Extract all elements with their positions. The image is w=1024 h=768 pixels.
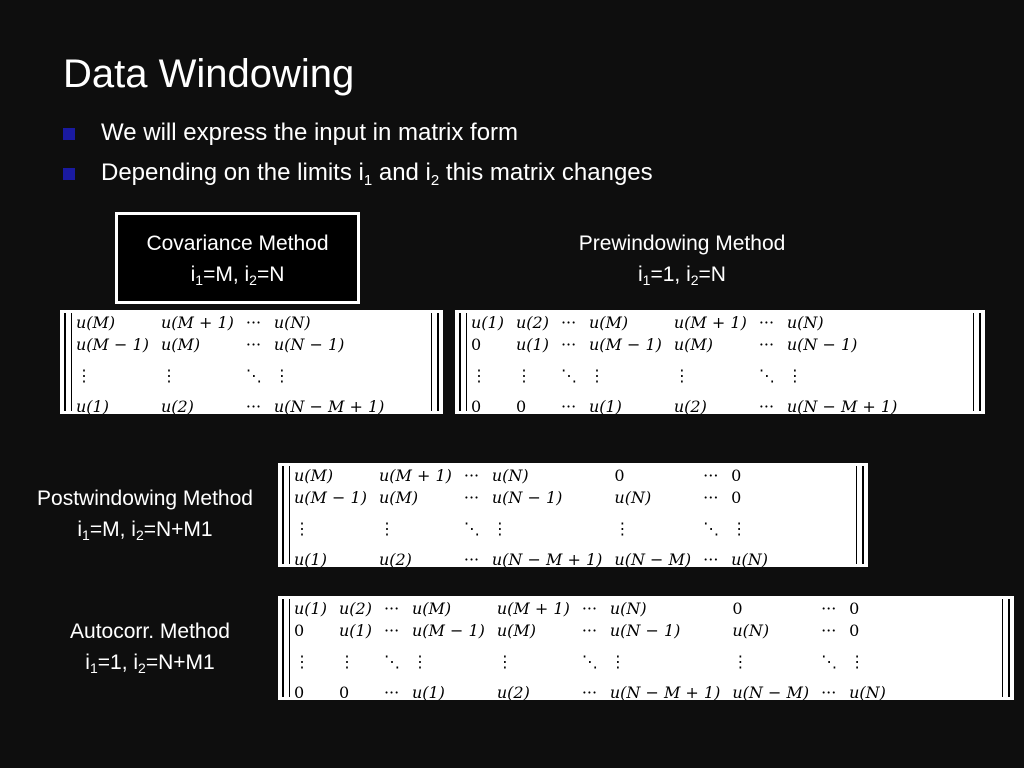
matrix-cell: ··· <box>703 487 719 507</box>
matrix-cell: ⋱ <box>703 518 720 538</box>
postwindowing-matrix <box>278 463 868 567</box>
matrix-cell: u(M) <box>294 465 334 485</box>
matrix-row <box>294 597 898 619</box>
matrix-cell: ⋮ <box>338 651 355 671</box>
matrix-cell: u(M) <box>378 487 419 507</box>
slide-title: Data Windowing <box>63 52 355 96</box>
prewindowing-matrix <box>455 310 985 414</box>
matrix-cell: ··· <box>245 334 262 354</box>
matrix-row <box>294 681 898 703</box>
matrix-table <box>294 597 898 703</box>
square-bullet-icon <box>63 168 75 180</box>
matrix-cell: u(M + 1) <box>378 465 452 485</box>
matrix-cell: u(M − 1) <box>76 334 149 354</box>
prewindowing-label <box>552 228 812 290</box>
matrix-cell: ⋮ <box>614 518 631 538</box>
matrix-cell: u(M) <box>588 312 629 332</box>
covariance-label <box>115 212 360 304</box>
matrix-cell: ⋮ <box>491 518 508 538</box>
matrix-cell: ··· <box>560 396 577 416</box>
matrix-cell: ··· <box>383 682 400 702</box>
matrix-cell: ··· <box>703 549 719 569</box>
matrix-cell: u(N) <box>849 682 886 702</box>
matrix-cell: u(M) <box>411 598 452 618</box>
matrix-cell: u(1) <box>76 396 109 416</box>
matrix-row <box>76 311 396 333</box>
matrix-cell: u(N − M) <box>732 682 810 702</box>
matrix-cell: ⋮ <box>294 651 310 671</box>
matrix-cell: u(N − 1) <box>786 334 858 354</box>
method-name: Postwindowing Method <box>37 487 253 510</box>
matrix-cell: 0 <box>515 396 527 416</box>
bullet-item <box>63 157 653 197</box>
matrix-cell: u(2) <box>160 396 194 416</box>
matrix-cell: ⋮ <box>786 365 803 385</box>
matrix-row <box>294 641 898 681</box>
right-bracket <box>856 466 864 564</box>
method-limits: $i_1=1$, $i_2=N$ <box>638 263 726 288</box>
matrix-cell: ⋮ <box>160 365 177 385</box>
matrix-cell: u(N) <box>786 312 824 332</box>
method-limits: $i_1=1$, $i_2=N+M1$ <box>85 651 215 676</box>
matrix-cell: u(1) <box>294 598 327 618</box>
matrix-cell: ⋮ <box>673 365 690 385</box>
matrix-cell: u(1) <box>294 549 327 569</box>
matrix-cell: ⋱ <box>758 365 775 385</box>
matrix-cell: u(2) <box>378 549 412 569</box>
matrix-table <box>76 311 396 417</box>
matrix-cell: u(1) <box>471 312 504 332</box>
matrix-cell: 0 <box>849 598 860 618</box>
matrix-cell: ··· <box>245 396 262 416</box>
matrix-cell: u(2) <box>496 682 530 702</box>
autocorr-label <box>30 616 270 678</box>
matrix-row <box>294 548 780 570</box>
left-bracket <box>282 599 290 697</box>
matrix-cell: u(1) <box>515 334 549 354</box>
matrix-cell: 0 <box>294 620 305 640</box>
matrix-cell: ⋮ <box>609 651 626 671</box>
matrix-cell: u(N) <box>731 549 768 569</box>
matrix-cell: ⋱ <box>581 651 598 671</box>
matrix-cell: u(N) <box>491 465 529 485</box>
method-name: Covariance Method <box>146 232 329 255</box>
matrix-cell: u(N − M) <box>614 549 692 569</box>
matrix-cell: ··· <box>463 465 480 485</box>
matrix-cell: u(N) <box>609 598 647 618</box>
method-name: Prewindowing Method <box>578 232 786 255</box>
right-bracket <box>431 313 439 411</box>
matrix-cell: ⋱ <box>245 365 262 385</box>
matrix-cell: 0 <box>849 620 860 640</box>
matrix-cell: ··· <box>463 487 480 507</box>
method-limits: $i_1=M$, $i_2=N$ <box>190 263 285 288</box>
autocorr-matrix <box>278 596 1014 700</box>
matrix-cell: ··· <box>560 334 577 354</box>
right-bracket <box>1002 599 1010 697</box>
matrix-table <box>471 311 909 417</box>
matrix-cell: ⋮ <box>273 365 290 385</box>
matrix-cell: ··· <box>821 682 837 702</box>
matrix-cell: u(N) <box>732 620 770 640</box>
matrix-cell: u(1) <box>588 396 622 416</box>
matrix-cell: u(M + 1) <box>496 598 570 618</box>
matrix-cell: u(M − 1) <box>588 334 662 354</box>
matrix-cell: ⋮ <box>294 518 310 538</box>
matrix-cell: u(N − M + 1) <box>609 682 721 702</box>
matrix-cell: 0 <box>731 465 742 485</box>
matrix-cell: ⋮ <box>411 651 428 671</box>
matrix-cell: u(2) <box>673 396 707 416</box>
matrix-cell: u(1) <box>411 682 445 702</box>
matrix-cell: ··· <box>581 620 598 640</box>
matrix-cell: u(2) <box>338 598 372 618</box>
matrix-cell: ··· <box>758 334 775 354</box>
matrix-cell: u(N − M + 1) <box>786 396 898 416</box>
matrix-cell: 0 <box>471 334 482 354</box>
matrix-cell: u(M + 1) <box>160 312 234 332</box>
matrix-cell: 0 <box>471 396 482 416</box>
left-bracket <box>64 313 72 411</box>
postwindowing-label <box>10 483 280 545</box>
matrix-cell: ··· <box>821 598 837 618</box>
matrix-row <box>76 333 396 355</box>
matrix-row <box>294 486 780 508</box>
subscript: 1 <box>363 172 373 189</box>
matrix-cell: ⋮ <box>378 518 395 538</box>
matrix-cell: ⋮ <box>496 651 513 671</box>
bullet-list <box>63 117 653 197</box>
matrix-table <box>294 464 780 570</box>
matrix-cell: ··· <box>560 312 577 332</box>
bullet-text: and i <box>372 159 431 186</box>
matrix-cell: 0 <box>731 487 742 507</box>
matrix-cell: ··· <box>383 598 400 618</box>
matrix-row <box>471 333 909 355</box>
matrix-cell: ⋮ <box>849 651 866 671</box>
matrix-cell: u(N − 1) <box>273 334 345 354</box>
matrix-cell: ⋮ <box>471 365 487 385</box>
matrix-cell: ⋱ <box>560 365 577 385</box>
matrix-cell: ⋱ <box>821 651 838 671</box>
matrix-cell: ··· <box>383 620 400 640</box>
matrix-cell: u(M − 1) <box>411 620 485 640</box>
matrix-cell: ··· <box>703 465 719 485</box>
method-name: Autocorr. Method <box>70 620 230 643</box>
matrix-cell: u(M) <box>76 312 116 332</box>
matrix-cell: u(N) <box>273 312 311 332</box>
matrix-cell: u(1) <box>338 620 372 640</box>
matrix-cell: u(M) <box>160 334 201 354</box>
matrix-cell: 0 <box>614 465 625 485</box>
matrix-cell: ··· <box>463 549 480 569</box>
matrix-row <box>471 311 909 333</box>
bullet-text: this matrix changes <box>439 159 653 186</box>
matrix-cell: u(N − M + 1) <box>273 396 385 416</box>
matrix-cell: u(N − M + 1) <box>491 549 603 569</box>
matrix-cell: ··· <box>581 598 598 618</box>
matrix-row <box>471 395 909 417</box>
left-bracket <box>282 466 290 564</box>
matrix-cell: ⋱ <box>463 518 480 538</box>
matrix-cell: ··· <box>581 682 598 702</box>
method-limits: $i_1=M$, $i_2=N+M1$ <box>77 518 213 543</box>
matrix-cell: ⋮ <box>732 651 749 671</box>
square-bullet-icon <box>63 128 75 140</box>
matrix-cell: ⋮ <box>515 365 532 385</box>
matrix-cell: ··· <box>245 312 262 332</box>
matrix-cell: ··· <box>758 396 775 416</box>
matrix-cell: u(M + 1) <box>673 312 747 332</box>
bullet-text: Depending on the limits i <box>101 159 364 186</box>
matrix-cell: u(N − 1) <box>609 620 681 640</box>
matrix-cell: ⋮ <box>76 365 92 385</box>
matrix-cell: ··· <box>758 312 775 332</box>
covariance-matrix <box>60 310 443 414</box>
matrix-cell: ··· <box>821 620 837 640</box>
matrix-cell: ⋱ <box>383 651 400 671</box>
matrix-row <box>76 395 396 417</box>
matrix-cell: u(2) <box>515 312 549 332</box>
matrix-cell: 0 <box>732 598 743 618</box>
left-bracket <box>459 313 467 411</box>
matrix-cell: u(M) <box>673 334 714 354</box>
matrix-cell: 0 <box>294 682 305 702</box>
matrix-cell: u(N − 1) <box>491 487 563 507</box>
bullet-text: We will express the input in matrix form <box>101 119 519 146</box>
matrix-cell: 0 <box>338 682 350 702</box>
matrix-cell: u(M − 1) <box>294 487 367 507</box>
matrix-row <box>294 508 780 548</box>
matrix-row <box>294 464 780 486</box>
bullet-item <box>63 117 653 157</box>
right-bracket <box>973 313 981 411</box>
matrix-cell: ⋮ <box>731 518 748 538</box>
matrix-row <box>76 355 396 395</box>
matrix-cell: u(N) <box>614 487 652 507</box>
matrix-cell: u(M) <box>496 620 537 640</box>
matrix-row <box>471 355 909 395</box>
matrix-row <box>294 619 898 641</box>
subscript: 2 <box>430 172 440 189</box>
matrix-cell: ⋮ <box>588 365 605 385</box>
